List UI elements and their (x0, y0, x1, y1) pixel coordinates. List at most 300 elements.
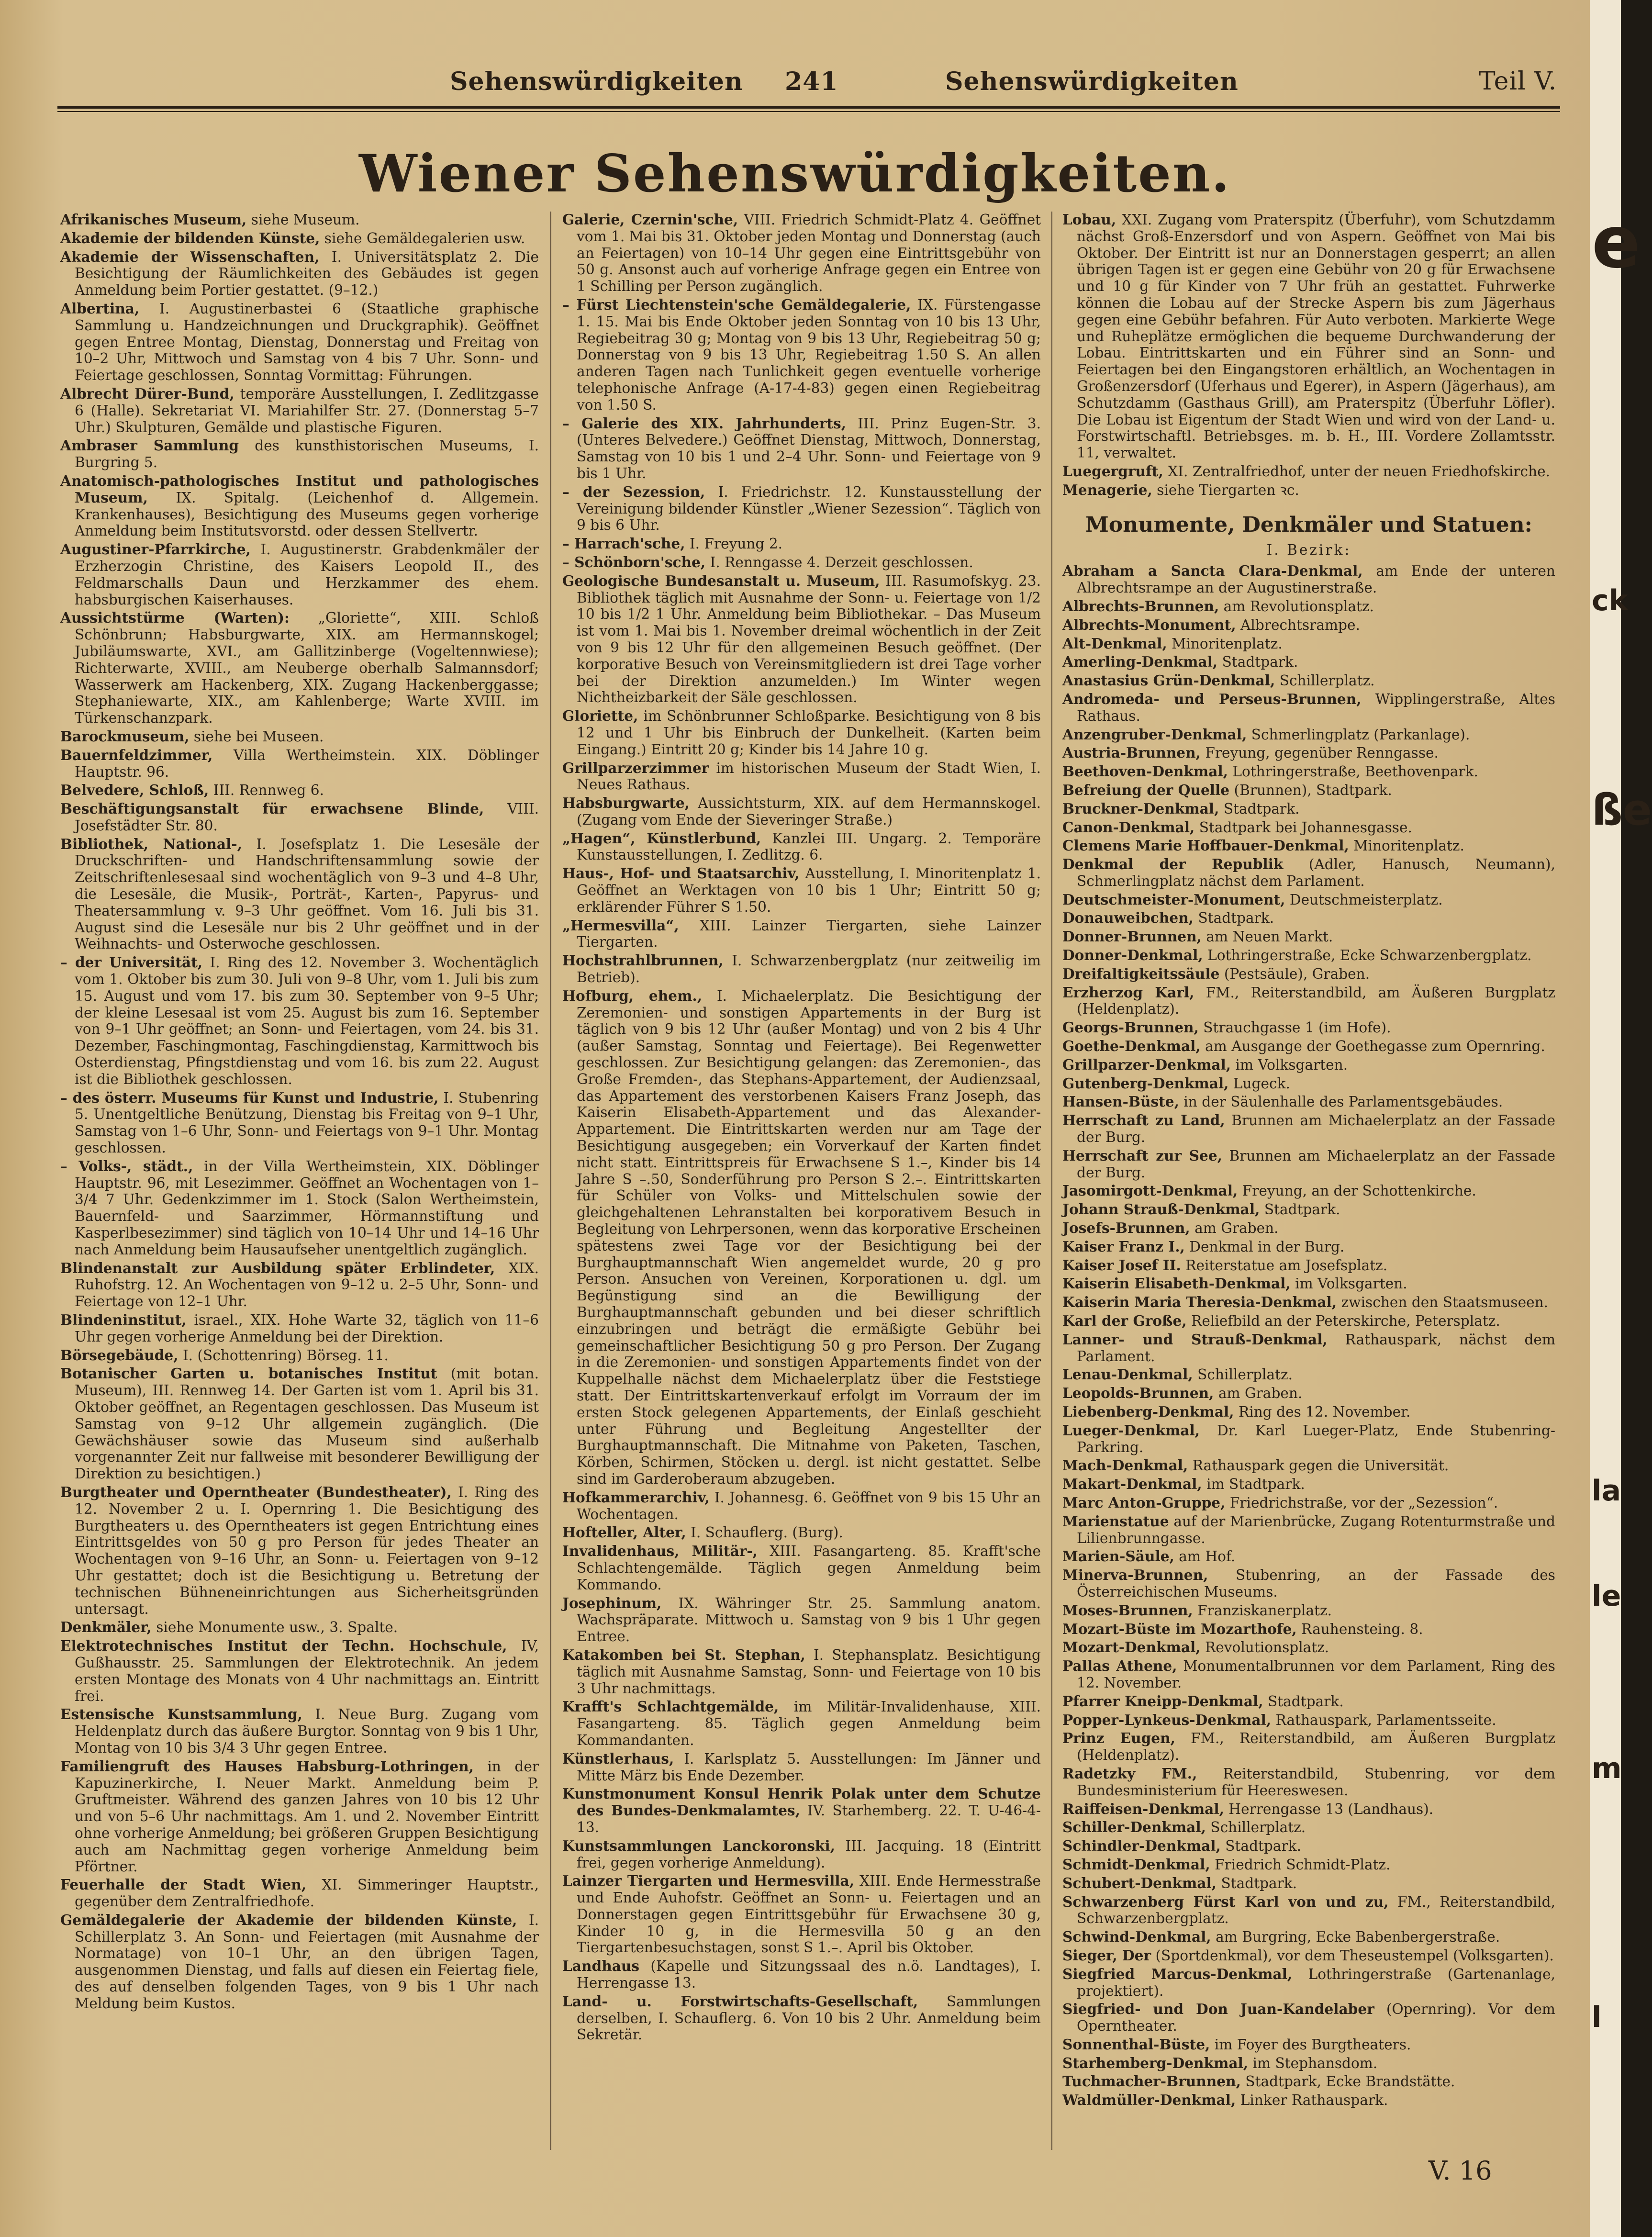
entry-title: Makart-Denkmal, (1062, 1476, 1202, 1493)
entry-title: Hochstrahlbrunnen, (562, 952, 724, 969)
adjacent-text-fragment: l (1592, 2001, 1602, 2034)
directory-entry (1062, 1801, 1555, 1818)
entry-text: am Ausgange der Goethegasse zum Opernring. (1200, 1038, 1545, 1055)
entry-title: Kaiser Josef II. (1062, 1256, 1181, 1274)
entry-text: Rathauspark, Parlamentsseite. (1271, 1711, 1496, 1728)
entry-title: Lainzer Tiergarten und Hermesvilla, (562, 1872, 855, 1890)
directory-entry (1062, 1366, 1555, 1383)
directory-entry (562, 1489, 1041, 1523)
entry-title: Alt-Denkmal, (1062, 635, 1167, 652)
directory-entry (1062, 1257, 1555, 1274)
entry-title: Liebenberg-Denkmal, (1062, 1403, 1234, 1420)
entry-text: Franziskanerplatz. (1193, 1602, 1332, 1619)
entry-title: Albertina, (60, 300, 140, 317)
directory-entry (1062, 1712, 1555, 1729)
entry-title: Karl der Große, (1062, 1312, 1187, 1330)
header-rule (57, 106, 1560, 109)
entry-text: I. Universitätsplatz 2. Die Besichtigung der Räumlichkeiten des Gebäudes ist gegen Anmeldung beim Portier gestattet. (9–12.) (75, 248, 539, 299)
entry-text: am Ende der unteren Albrechtsrampe an der Augustinerstraße. (1077, 563, 1555, 596)
directory-entry (1062, 2001, 1555, 2035)
entry-text: Strauchgasse 1 (im Hofe). (1198, 1019, 1391, 1036)
directory-entry (1062, 1602, 1555, 1619)
directory-entry (60, 1260, 539, 1310)
entry-title: Prinz Eugen, (1062, 1730, 1175, 1747)
entry-title: Krafft's Schlachtgemälde, (562, 1698, 779, 1715)
part-label: Teil V. (1479, 67, 1557, 96)
directory-entry (562, 760, 1041, 794)
directory-entry (562, 952, 1041, 986)
entry-text: Friedrich Schmidt-Platz. (1210, 1856, 1391, 1873)
entry-title: Invalidenhaus, Militär-, (562, 1543, 758, 1560)
directory-entry (562, 1543, 1041, 1593)
adjacent-text-fragment: e (1592, 201, 1641, 284)
entry-text: Albrechtsrampe. (1236, 616, 1360, 633)
entry-title: Land- u. Forstwirtschafts-Gesellschaft, (562, 1992, 918, 2010)
directory-entry (562, 830, 1041, 864)
directory-entry (60, 1158, 539, 1258)
directory-entry (1062, 1075, 1555, 1092)
entry-title: Blindeninstitut, (60, 1311, 187, 1328)
entry-title: Gemäldegalerie der Akademie der bildenden Künste, (60, 1911, 517, 1928)
entry-title: Anastasius Grün-Denkmal, (1062, 672, 1275, 689)
entry-text: XIII. Ende Hermesstraße und Ende Auhofstr. Geöffnet an Sonn- u. Feiertagen und an Donnerstagen gegen Eintrittsgebühr für Erwachsene 30 g, Kinder 10 g, in die Hermesvilla 50 g an den Tiergartenbesuchstagen, sonst S 1.–. April bis Oktober. (577, 1873, 1041, 1956)
entry-title: Dreifaltigkeitssäule (1062, 965, 1220, 982)
entry-title: Barockmuseum, (60, 727, 190, 745)
entry-title: Albrecht Dürer-Bund, (60, 385, 234, 402)
directory-entry (1062, 1495, 1555, 1511)
entry-text: I. Neue Burg. Zugang vom Heldenplatz durch das äußere Burgtor. Sonntag von 9 bis 1 Uhr, Montag von 10 bis 3/4 3 Uhr gegen Entree. (75, 1706, 539, 1756)
directory-entry (562, 554, 1041, 571)
directory-entry (1062, 2055, 1555, 2072)
directory-entry (1062, 1275, 1555, 1292)
entry-text: Schillerplatz. (1275, 672, 1375, 689)
entry-title: – der Sezession, (562, 483, 705, 500)
directory-entry (1062, 1457, 1555, 1474)
entry-title: Geologische Bundesanstalt u. Museum, (562, 572, 880, 589)
entry-text: (Adler, Hanusch, Neumann), Schmerlingplatz nächst dem Parlament. (1077, 856, 1555, 889)
directory-entry (562, 1838, 1041, 1871)
directory-entry (562, 297, 1041, 414)
entry-text: im Foyer des Burgtheaters. (1210, 2036, 1411, 2053)
entry-text: siehe Gemäldegalerien usw. (320, 230, 525, 246)
entry-text: III. Jacquing. 18 (Eintritt frei, gegen vorherige Anmeldung). (577, 1837, 1041, 1871)
entry-text: in der Villa Wertheimstein, XIX. Döblinger Hauptstr. 96, mit Lesezimmer. Geöffnet an Wochentagen von 1–3/4 7 Uhr. Gedenkzimmer im 1. Stock (Salon Wertheimstein, Bauernfeld- und Saarzimmer, Hörmannstiftung und Kasperlbesezimmer) sind täglich von 10–14 Uhr und 14–16 Uhr nach Anmeldung beim Hausaufseher unentgeltlich zugänglich. (75, 1158, 539, 1258)
entry-text: IV. Starhemberg. 22. T. U-46-4-13. (577, 1802, 1041, 1835)
directory-entry (1062, 1094, 1555, 1110)
entry-text: Schillerplatz. (1206, 1819, 1306, 1836)
entry-text: I. Schwarzenbergplatz (nur zeitweilig im Betrieb). (577, 952, 1041, 986)
entry-text: am Graben. (1214, 1385, 1303, 1402)
entry-title: Lobau, (1062, 211, 1116, 228)
adjacent-text-fragment: ße (1592, 785, 1652, 835)
directory-entry (1062, 966, 1555, 983)
entry-title: Börsegebäude, (60, 1346, 179, 1364)
directory-entry (60, 1347, 539, 1364)
entry-text: Stadtpark, Ecke Brandstätte. (1240, 2073, 1455, 2090)
directory-entry (60, 301, 539, 384)
entry-text: IX. Fürstengasse 1. 15. Mai bis Ende Oktober jeden Sonntag von 10 bis 13 Uhr, Regiebeitrag 30 g; Montag von 9 bis 13 Uhr, Regiebeitrag 50 g; Donnerstag von 9 bis 13 Uhr, Regiebeitrag 1.50 S. An allen anderen Tagen nach Tunlichkeit gegen eventuelle vorherige telephonische Anfrage (A-17-4-83) gegen einen Regiebeitrag von 1.50 S. (577, 296, 1041, 413)
entry-text: I. Stubenring 5. Unentgeltliche Benützung, Dienstag bis Freitag von 9–1 Uhr, Samstag von 1–6 Uhr, Sonn- und Feiertags von 9–1 Uhr. Montag geschlossen. (75, 1089, 539, 1156)
entry-title: Schiller-Denkmal, (1062, 1819, 1206, 1836)
entry-title: Hansen-Büste, (1062, 1093, 1179, 1110)
entry-text: siehe Monumente usw., 3. Spalte. (151, 1619, 398, 1636)
entry-text: XI. Zentralfriedhof, unter der neuen Friedhofskirche. (1163, 463, 1551, 480)
directory-entry (562, 415, 1041, 482)
entry-text: I. Karlsplatz 5. Ausstellungen: Im Jänner und Mitte März bis Ende Dezember. (577, 1750, 1041, 1784)
entry-text: Villa Wertheimstein. XIX. Döblinger Hauptstr. 96. (75, 747, 539, 780)
directory-entry (562, 1647, 1041, 1697)
entry-title: Aussichtstürme (Warten): (60, 609, 290, 626)
entry-text: I. Renngasse 4. Derzeit geschlossen. (705, 554, 973, 570)
directory-entry (562, 212, 1041, 295)
entry-title: Herrschaft zur See, (1062, 1147, 1222, 1164)
directory-entry (1062, 1038, 1555, 1055)
entry-text: israel., XIX. Hohe Warte 32, täglich von 11–6 Uhr gegen vorherige Anmeldung bei der Direktion. (75, 1312, 539, 1345)
entry-title: Marc Anton-Gruppe, (1062, 1494, 1226, 1511)
entry-title: Josefs-Brunnen, (1062, 1219, 1190, 1237)
entry-text: Friedrichstraße, vor der „Sezession“. (1225, 1494, 1498, 1511)
entry-text: (Opernring). Vor dem Operntheater. (1077, 2001, 1555, 2035)
entry-title: Clemens Marie Hoffbauer-Denkmal, (1062, 837, 1349, 854)
directory-entry (562, 1786, 1041, 1835)
directory-entry (1062, 910, 1555, 927)
entry-title: Beethoven-Denkmal, (1062, 763, 1228, 780)
entry-text: im Militär-Invalidenhause, XIII. Fasangarteng. 85. Täglich gegen Anmeldung beim Kommandanten. (577, 1699, 1041, 1748)
directory-entry (60, 1912, 539, 2012)
entry-text: im historischen Museum der Stadt Wien, I. Neues Rathaus. (577, 760, 1041, 793)
directory-entry (562, 1524, 1041, 1541)
entry-title: Denkmäler, (60, 1619, 152, 1636)
entry-text: Stadtpark. (1217, 1875, 1297, 1891)
entry-text: im Schönbrunner Schloßparke. Besichtigung von 8 bis 12 und 1 Uhr bis Einbruch der Dunkelheit. (Karten beim Eingang.) Eintritt 20 g; Kinder bis 14 Jahre 10 g. (577, 708, 1041, 758)
directory-entry (1062, 1693, 1555, 1710)
entry-text: Stadtpark. (1219, 800, 1300, 817)
entry-title: Canon-Denkmal, (1062, 818, 1195, 836)
entry-text: XIII. Lainzer Tiergarten, siehe Lainzer Tiergarten. (577, 917, 1041, 951)
entry-text: Rathauspark gegen die Universität. (1188, 1457, 1449, 1474)
entry-title: Landhaus (562, 1957, 640, 1975)
directory-entry (1062, 636, 1555, 652)
entry-title: Grillparzerzimmer (562, 759, 709, 776)
directory-entry (1062, 801, 1555, 817)
entry-title: Schmidt-Denkmal, (1062, 1856, 1210, 1873)
entry-text: am Revolutionsplatz. (1219, 598, 1374, 615)
entry-text: Stadtpark. (1217, 654, 1298, 671)
entry-text: zwischen den Staatsmuseen. (1337, 1294, 1549, 1311)
entry-text: Deutschmeisterplatz. (1285, 891, 1443, 908)
directory-entry (1062, 763, 1555, 780)
entry-text: (Sportdenkmal), vor dem Theseustempel (Volksgarten). (1151, 1947, 1554, 1964)
adjacent-text-fragment: ck (1592, 584, 1628, 617)
entry-text: siehe bei Museen. (189, 728, 324, 745)
directory-entry (60, 437, 539, 471)
directory-entry (1062, 1112, 1555, 1146)
entry-title: Starhemberg-Denkmal, (1062, 2054, 1249, 2071)
entry-title: Moses-Brunnen, (1062, 1601, 1193, 1619)
entry-title: Josephinum, (562, 1594, 662, 1611)
directory-entry (1062, 745, 1555, 761)
entry-text: Sammlungen derselben, I. Schauflerg. 6. Von 10 bis 2 Uhr. Anmeldung beim Sekretär. (577, 1993, 1041, 2043)
entry-text: I. Augustinerstr. Grabdenkmäler der Erzherzogin Christine, des Kaisers Leopold II., des Feldmarschalls Daun und Herzkammer des ehem. habsburgischen Kaiserhauses. (75, 541, 539, 608)
entry-title: Schwind-Denkmal, (1062, 1928, 1211, 1946)
directory-entry (1062, 482, 1555, 499)
entry-text: Stadtpark. (1260, 1201, 1340, 1218)
entry-title: Hofteller, Alter, (562, 1524, 686, 1541)
directory-entry (60, 747, 539, 781)
entry-title: Befreiung der Quelle (1062, 781, 1230, 798)
entry-title: Pallas Athene, (1062, 1657, 1177, 1675)
directory-entry (1062, 1819, 1555, 1836)
entry-text: Ring des 12. November. (1234, 1404, 1411, 1420)
entry-text: I. Augustinerbastei 6 (Staatliche graphische Sammlung u. Handzeichnungen und Druckgraphik). Geöffnet gegen Entree Montag, Dienstag, Donnerstag und Freitag von 10–2 Uhr, Mittwoch und Samstag von 4 bis 7 Uhr. Sonn- und Feiertage geschlossen, Sonntag Vormittag: Führungen. (75, 300, 539, 384)
directory-entry (1062, 1294, 1555, 1311)
column-3-entries (1062, 212, 1555, 499)
entry-title: – des österr. Museums für Kunst und Industrie, (60, 1089, 439, 1106)
entry-title: Menagerie, (1062, 481, 1152, 498)
entry-title: Kunstsammlungen Lanckoronski, (562, 1837, 835, 1854)
page-title: Wiener Sehenswürdigkeiten. (359, 144, 1231, 204)
entry-title: Erzherzog Karl, (1062, 984, 1194, 1001)
directory-entry (1062, 1476, 1555, 1493)
entry-title: Siegfried Marcus-Denkmal, (1062, 1965, 1293, 1982)
directory-entry (1062, 1239, 1555, 1255)
directory-entry (1062, 1929, 1555, 1946)
directory-entry (1062, 1313, 1555, 1330)
entry-title: Akademie der bildenden Künste, (60, 229, 320, 246)
entry-title: – der Universität, (60, 954, 203, 971)
directory-entry (1062, 2092, 1555, 2109)
entry-title: Schwarzenberg Fürst Karl von und zu, (1062, 1893, 1389, 1910)
entry-text: Schmerlingplatz (Parkanlage). (1247, 726, 1470, 743)
directory-entry (60, 1758, 539, 1875)
directory-entry (1062, 928, 1555, 945)
directory-entry (1062, 617, 1555, 634)
column-divider (550, 212, 551, 2150)
entry-title: Kaiser Franz I., (1062, 1238, 1185, 1255)
directory-entry (1062, 856, 1555, 890)
entry-title: Radetzky FM., (1062, 1765, 1197, 1782)
directory-entry (562, 1873, 1041, 1956)
entry-text: III. Prinz Eugen-Str. 3. (Unteres Belvedere.) Geöffnet Dienstag, Mittwoch, Donnerstag, Samstag von 10 bis 1 und 2–4 Uhr. Sonn- und Feiertage von 9 bis 1 Uhr. (577, 415, 1041, 481)
directory-entry (1062, 1148, 1555, 1181)
entry-text: IX. Währinger Str. 25. Sammlung anatom. Wachspräparate. Mittwoch u. Samstag von 9 bis 1 Uhr gegen Entree. (577, 1595, 1041, 1645)
entry-text: auf der Marienbrücke, Zugang Rotenturmstraße und Lilienbrunngasse. (1077, 1513, 1555, 1546)
entry-title: Akademie der Wissenschaften, (60, 248, 320, 265)
entry-text: XXI. Zugang vom Praterspitz (Überfuhr), vom Schutzdamm nächst Groß-Enzersdorf und von Aspern. Geöffnet von Mai bis Oktober. Der Eintritt ist nur an Donnerstagen gesperrt; an allen übrigen Tagen ist er gegen eine Gebühr von 20 g für Erwachsene und 10 g für Kinder von 7 Uhr früh an gestattet. Fuhrwerke können die Lobau auf der Strecke Aspern bis zum Jägerhaus gegen eine Gebühr befahren. Für Auto verboten. Markierte Wege und Ruheplätze ermöglichen die bequeme Durchwanderung der Lobau. Eintrittskarten und ein Führer sind an Sonn- und Feiertagen bei den Eingangstoren erhältlich, an Wochentagen in Großenzersdorf (Uferhaus und Egerer), in Aspern (Jägerhaus), am Schutzdamm (Gasthaus Grill), am Praterspitz (Überfuhr Löfler). Die Lobau ist Eigentum der Stadt Wien und wird von der Land- u. Forstwirtschaftl. Betriebsges. m. b. H., III. Vordere Zollamtsstr. 11, verwaltet. (1077, 212, 1555, 461)
entry-title: Lanner- und Strauß-Denkmal, (1062, 1331, 1328, 1348)
directory-entry (1062, 1019, 1555, 1036)
directory-entry (60, 1877, 539, 1910)
entry-text: Rathauspark, nächst dem Parlament. (1077, 1331, 1556, 1365)
directory-entry (1062, 1331, 1555, 1365)
entry-title: Donner-Brunnen, (1062, 928, 1202, 945)
directory-entry (1062, 727, 1555, 743)
directory-entry (1062, 1621, 1555, 1638)
entry-title: – Volks-, städt., (60, 1157, 193, 1174)
adjacent-text-fragment: la (1592, 1474, 1621, 1508)
entry-text: XIII. Fasangarteng. 85. Krafft'sche Schlachtengemälde. Täglich gegen Anmeldung beim Kommando. (577, 1543, 1041, 1593)
entry-title: – Schönborn'sche, (562, 553, 706, 570)
monuments-list (1062, 563, 1555, 2109)
directory-entry (1062, 1220, 1555, 1237)
directory-entry (60, 386, 539, 436)
directory-entry (60, 1638, 539, 1704)
entry-text: Kanzlei III. Ungarg. 2. Temporäre Kunstausstellungen, I. Zedlitzg. 6. (577, 830, 1041, 863)
entry-text: I. Michaelerplatz. Die Besichtigung der Zeremonien- und sonstigen Appartements in der Burg ist täglich von 9 bis 12 Uhr (außer Montag) und von 2 bis 4 Uhr (außer Samstag, Sonntag und Feiertage). Bei Regenwetter geschlossen. Zur Besichtigung gelangen: das Zeremonien-, das Große Fremden-, das Stephans-Appartement, der Audienzsaal, das Appartement des verstorbenen Kaisers Franz Joseph, das Kaiserin Elisabeth-Appartement und das Alexander-Appartement. Die Eintrittskarten werden nur am Tage der Besichtigung ausgegeben; ein Vorverkauf der Karten findet nicht statt. Eintrittspreis für Erwachsene S 1.–, Kinder bis 14 Jahre S –.50, Sonderführung pro Person S 2.–. Eintrittskarten für Schüler von Volks- und Mittelschulen sowie der gleichgehaltenen Lehranstalten bei korporativem Besuch in Begleitung von Lehrpersonen, wenn das korporative Erscheinen spätestens zwei Tage vor der Besichtigung bei der Burghauptmannschaft Wien angemeldet wurde, 20 g pro Person. Ansuchen von Vereinen, Korporationen u. dgl. um Begünstigung sind an die Bewilligung der Burghauptmannschaft gebunden und bei dieser schriftlich einzubringen und beträgt die ermäßigte Gebühr bei gemeinschaftlicher Besichtigung 50 g pro Person. Der Zugang in die Zeremonien- und sonstigen Appartements findet von der Kuppelhalle nächst dem Michaelerplatz über die Feststiege statt. Der Eintrittskartenverkauf erfolgt im Vorraum der im ersten Stock gelegenen Appartements, der Einlaß geschieht unter Führung und Begleitung Angestellter der Burghauptmannschaft. Die Mitnahme von Paketen, Taschen, Körben, Schirmen, Stöcken u. dergl. ist nicht gestattet. Selbe sind im Garderoberaum abzugeben. (577, 987, 1041, 1487)
entry-title: Gutenberg-Denkmal, (1062, 1074, 1229, 1092)
entry-text: Minoritenplatz. (1167, 635, 1283, 652)
directory-entry (1062, 1183, 1555, 1199)
directory-entry (1062, 563, 1555, 596)
entry-title: Schindler-Denkmal, (1062, 1837, 1221, 1855)
entry-text: I. (Schottenring) Börseg. 11. (178, 1347, 389, 1364)
entry-text: Brunnen am Michaelerplatz an der Fassade der Burg. (1077, 1147, 1555, 1181)
entry-title: Mach-Denkmal, (1062, 1457, 1188, 1474)
directory-entry (562, 1699, 1041, 1748)
entry-text: XIX. Ruhofstrg. 12. An Wochentagen von 9–12 u. 2–5 Uhr, Sonn- und Feiertage von 12–1 Uhr. (75, 1260, 539, 1310)
directory-entry (562, 536, 1041, 552)
entry-text: Revolutionsplatz. (1200, 1639, 1329, 1656)
entry-text: Stadtpark. (1220, 1838, 1301, 1855)
entry-title: Kaiserin Elisabeth-Denkmal, (1062, 1275, 1291, 1292)
adjacent-page-edge (1590, 0, 1652, 2237)
directory-entry (1062, 654, 1555, 671)
entry-title: Grillparzer-Denkmal, (1062, 1056, 1231, 1073)
directory-entry (1062, 1838, 1555, 1855)
entry-text: Stadtpark bei Johannesgasse. (1194, 819, 1412, 836)
entry-text: I. Ring des 12. November 3. Wochentäglich vom 1. Oktober bis zum 30. Juli von 9–8 Uhr, vom 1. Juli bis zum 15. August und vom 17. bis zum 30. September von 9–5 Uhr; der kleine Lesesaal ist vom 25. August bis zum 16. September von 9–1 Uhr geöffnet; an Sonn- und Feiertagen, vom 24. bis 31. Dezember, Faschingmontag, Faschingdienstag, Karmittwoch bis Osterdienstag, Pfingstdienstag und vom 16. bis zum 22. August ist die Bibliothek geschlossen. (75, 954, 539, 1087)
entry-text: Aussichtsturm, XIX. auf dem Hermannskogel. (Zugang vom Ende der Sieveringer Straße.) (577, 795, 1041, 828)
directory-entry (60, 1619, 539, 1636)
directory-entry (60, 1706, 539, 1756)
directory-entry (562, 917, 1041, 951)
entry-text: FM., Reiterstandbild, Schwarzenbergplatz. (1077, 1893, 1556, 1927)
entry-title: Tuchmacher-Brunnen, (1062, 2073, 1241, 2090)
running-header (57, 67, 1560, 105)
entry-title: – Harrach'sche, (562, 535, 685, 552)
entry-text: I. Schillerplatz 3. An Sonn- und Feiertagen (mit Ausnahme der Normatage) von 10–1 Uhr, an den übrigen Tagen, ausgenommen Dienstag, und falls auf diesen ein Feiertag fiele, des auf denselben folgenden Tages, von 9 bis 1 Uhr nach Meldung beim Kustos. (75, 1912, 539, 2012)
entry-title: – Galerie des XIX. Jahrhunderts, (562, 414, 846, 432)
entry-text: Dr. Karl Lueger-Platz, Ende Stubenring-Parkring. (1077, 1422, 1555, 1455)
entry-title: Haus-, Hof- und Staatsarchiv, (562, 865, 800, 882)
entry-title: Elektrotechnisches Institut der Techn. Hochschule, (60, 1637, 507, 1655)
entry-text: I. Freyung 2. (685, 536, 783, 552)
header-center-title: Sehenswürdigkeiten (945, 67, 1239, 96)
entry-title: Estensische Kunstsammlung, (60, 1706, 302, 1723)
entry-text: I. Stephansplatz. Besichtigung täglich mit Ausnahme Samstag, Sonn- und Feiertage von 10 bis 3 Uhr nachmittags. (577, 1646, 1041, 1697)
directory-entry (60, 954, 539, 1087)
entry-title: Lenau-Denkmal, (1062, 1366, 1193, 1383)
entry-title: Familiengruft des Hauses Habsburg-Lothringen, (60, 1757, 474, 1775)
entry-text: Lothringerstraße, Ecke Schwarzenbergplatz. (1203, 947, 1532, 964)
page-footer-signature: V. 16 (1429, 2156, 1492, 2186)
entry-title: Luegergruft, (1062, 462, 1163, 480)
directory-entry (1062, 2073, 1555, 2090)
entry-title: Katakomben bei St. Stephan, (562, 1646, 805, 1663)
entry-title: Hofkammerarchiv, (562, 1488, 710, 1506)
entry-title: Georgs-Brunnen, (1062, 1019, 1199, 1036)
monuments-heading: Monumente, Denkmäler und Statuen: (1085, 512, 1532, 537)
entry-title: Habsburgwarte, (562, 794, 690, 812)
directory-entry (60, 212, 539, 228)
entry-text: (Kapelle und Sitzungssaal des n.ö. Landtages), I. Herrengasse 13. (577, 1958, 1041, 1991)
entry-title: Anatomisch-pathologisches Institut und pathologisches Museum, (60, 472, 539, 506)
entry-text: Freyung, an der Schottenkirche. (1238, 1183, 1476, 1199)
entry-title: Kaiserin Maria Theresia-Denkmal, (1062, 1294, 1337, 1311)
entry-text: im Stephansdom. (1248, 2055, 1378, 2071)
entry-title: Blindenanstalt zur Ausbildung später Erblindeter, (60, 1259, 495, 1276)
entry-title: – Fürst Liechtenstein'sche Gemäldegalerie, (562, 296, 911, 313)
directory-entry (60, 801, 539, 834)
entry-text: Wipplingerstraße, Altes Rathaus. (1077, 691, 1555, 724)
entry-title: Siegfried- und Don Juan-Kandelaber (1062, 2001, 1374, 2018)
directory-entry (1062, 1201, 1555, 1218)
directory-entry (1062, 892, 1555, 908)
entry-title: Burgtheater und Operntheater (Bundestheater), (60, 1483, 452, 1500)
directory-entry (1062, 463, 1555, 480)
entry-text: Minoritenplatz. (1349, 838, 1464, 854)
entry-text: Ausstellung, I. Minoritenplatz 1. Geöffnet an Werktagen von 10 bis 1 Uhr; Eintritt 50 g; erklärender Führer S 1.50. (577, 865, 1041, 915)
entry-text: Lothringerstraße (Gartenanlage, projektiert). (1077, 1966, 1555, 1999)
directory-entry (1062, 1404, 1555, 1420)
entry-text: IX. Spitalg. (Leichenhof d. Allgemein. Krankenhauses), Besichtigung des Museums gegen vorherige Anmeldung beim Institutsvorstd. oder dessen Stellvertr. (75, 489, 539, 539)
entry-title: Beschäftigungsanstalt für erwachsene Blinde, (60, 800, 484, 817)
entry-title: Bruckner-Denkmal, (1062, 800, 1219, 817)
entry-title: Augustiner-Pfarrkirche, (60, 541, 251, 558)
entry-title: Deutschmeister-Monument, (1062, 891, 1285, 908)
entry-text: in der Säulenhalle des Parlamentsgebäudes. (1179, 1094, 1503, 1110)
page-number: 241 (785, 67, 838, 96)
entry-title: Marienstatue (1062, 1512, 1169, 1530)
entry-title: Schubert-Denkmal, (1062, 1874, 1217, 1891)
directory-entry (60, 230, 539, 247)
directory-entry (60, 728, 539, 745)
directory-entry (1062, 819, 1555, 836)
directory-entry (1062, 1947, 1555, 1964)
directory-entry (1062, 1422, 1555, 1456)
entry-title: Bibliothek, National-, (60, 835, 242, 852)
directory-entry (1062, 1658, 1555, 1691)
header-rule-thin (57, 111, 1560, 112)
entry-title: Mozart-Denkmal, (1062, 1639, 1201, 1656)
directory-entry (1062, 1875, 1555, 1892)
directory-entry (1062, 1766, 1555, 1799)
entry-title: Goethe-Denkmal, (1062, 1038, 1201, 1055)
entry-title: Marien-Säule, (1062, 1548, 1174, 1565)
entry-text: (mit botan. Museum), III. Rennweg 14. Der Garten ist vom 1. April bis 31. Oktober geöffnet, an Regentagen geschlossen. Das Museum ist Samstag von 9–12 Uhr allgemein zugänglich. (Die Gewächshäuser sowie das Museum sind außerhalb vorgenannter Zeit nur fallweise mit besonderer Bewilligung der Direktion zu besichtigen.) (75, 1365, 539, 1482)
entry-text: Stadtpark. (1263, 1693, 1344, 1710)
adjacent-text-fragment: le (1592, 1579, 1621, 1613)
directory-entry (60, 473, 539, 539)
district-label: I. Bezirk: (1266, 541, 1351, 558)
directory-entry (562, 484, 1041, 534)
entry-title: „Hermesvilla“, (562, 917, 679, 934)
entry-text: Linker Rathauspark. (1236, 2092, 1388, 2109)
entry-text: Stubenring, an der Fassade des Österreichischen Museums. (1077, 1567, 1555, 1600)
directory-entry (562, 1751, 1041, 1784)
entry-text: XI. Simmeringer Hauptstr., gegenüber dem Zentralfriedhofe. (75, 1877, 539, 1910)
directory-entry (1062, 1639, 1555, 1656)
directory-entry (1062, 984, 1555, 1018)
entry-text: (Pestsäule), Graben. (1219, 965, 1370, 982)
entry-text: I. Ring des 12. November 2 u. I. Opernring 1. Die Besichtigung des Burgtheaters u. des Operntheaters ist gegen Entrichtung eines Eintrittsgeldes von 50 g pro Person für jedes Theater an Wochentagen von 9–16 Uhr, an Sonn- u. Feiertagen von 9–12 Uhr gestattet; doch ist die Besichtigung u. Betretung der technischen Bühneneinrichtungen aus Sicherheitsgründen untersagt. (75, 1484, 539, 1617)
entry-text: Denkmal in der Burg. (1184, 1238, 1345, 1255)
directory-entry (562, 865, 1041, 915)
entry-text: Monumentalbrunnen vor dem Parlament, Ring des 12. November. (1077, 1658, 1555, 1691)
entry-text: Lugeck. (1228, 1075, 1290, 1092)
directory-entry (60, 1365, 539, 1482)
column-divider (1051, 212, 1052, 2150)
